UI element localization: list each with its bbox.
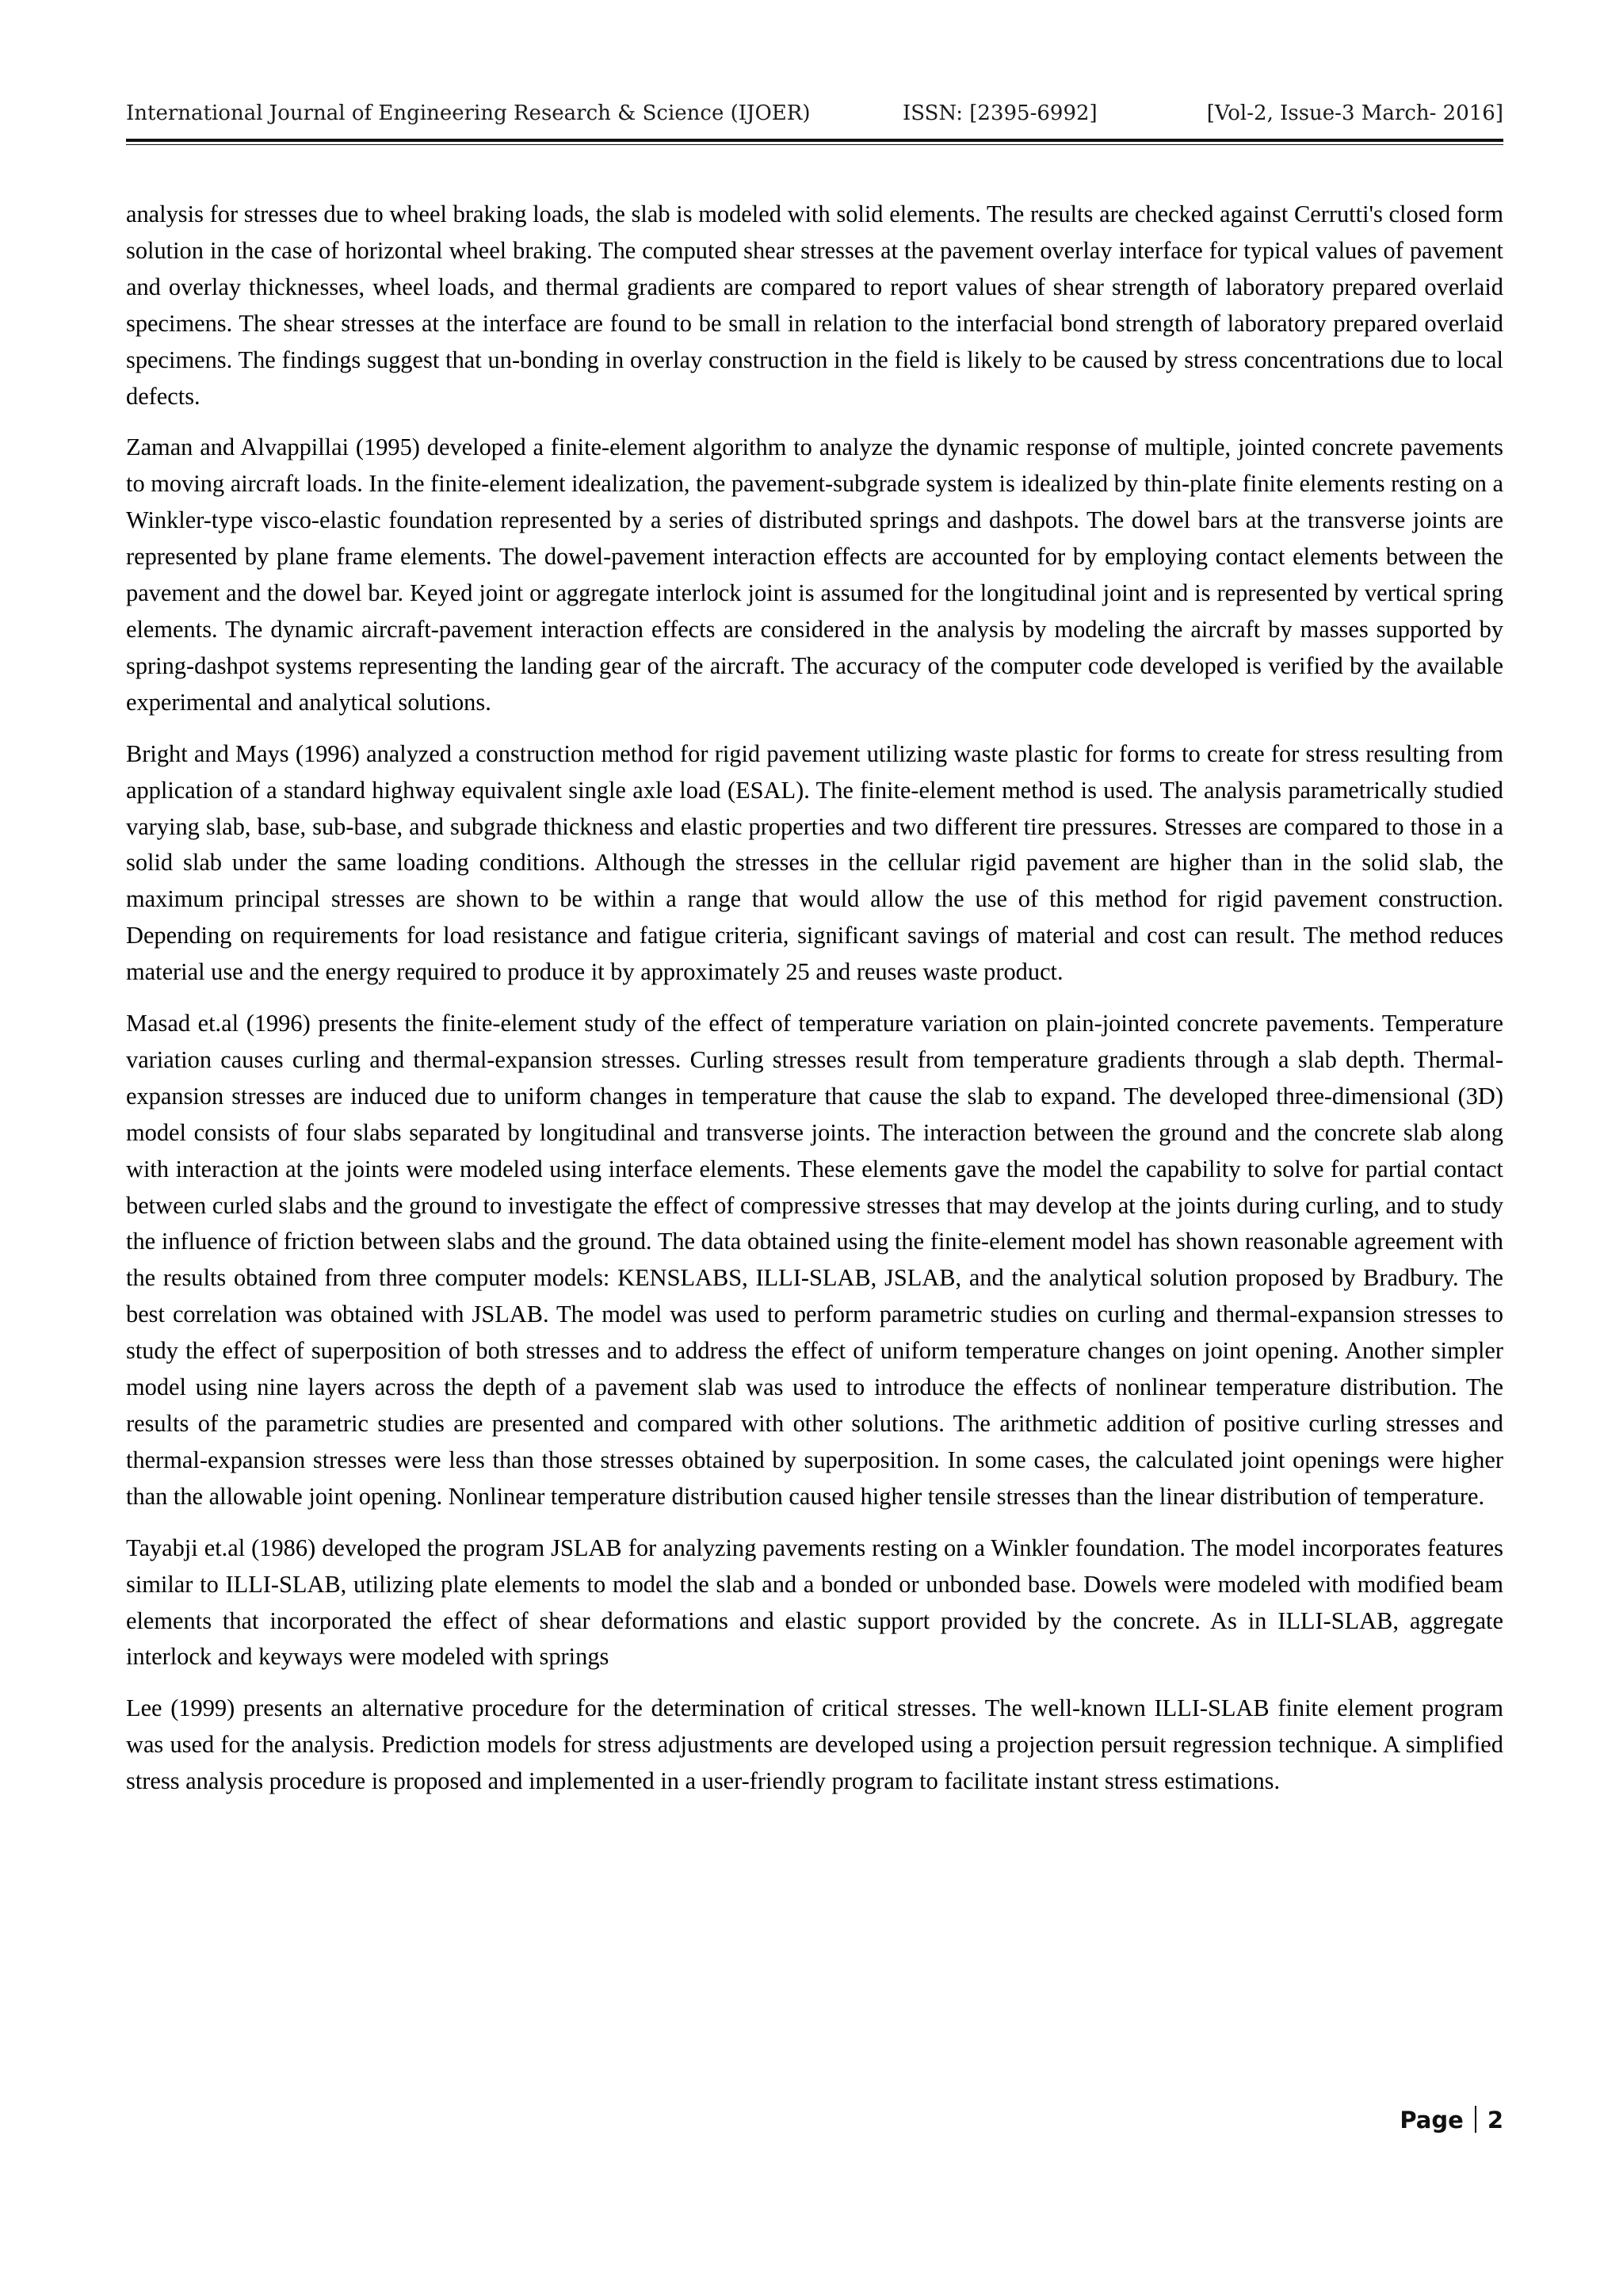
running-header [126, 101, 1503, 133]
paragraph-continuation: analysis for stresses due to wheel braking loads, the slab is modeled with solid elements. The results are checked against Cerrutti's closed form solution in the case of horizontal wheel braking. The computed shear stresses at the pavement overlay interface for typical values of pavement and overlay thicknesses, wheel loads, and thermal gradients are compared to report values of shear strength of laboratory prepared overlaid specimens. The shear stresses at the interface are found to be small in relation to the interfacial bond strength of laboratory prepared overlaid specimens. The findings suggest that un-bonding in overlay construction in the field is likely to be caused by stress concentrations due to local defects. [126, 201, 1503, 410]
volume-issue: [Vol-2, Issue-3 March- 2016] [1206, 101, 1503, 125]
journal-title: International Journal of Engineering Research & Science (IJOER) [126, 101, 811, 125]
footer-separator [1475, 2106, 1476, 2133]
paragraph-lee: Lee (1999) presents an alternative procedure for the determination of critical stresses. The well-known ILLI-SLAB finite element program was used for the analysis. Prediction models for stress adjustments are developed using a projection persuit regression technique. A simplified stress analysis procedure is proposed and implemented in a user-friendly program to facilitate instant stress estimations. [126, 1694, 1503, 1795]
page-footer [1400, 2106, 1503, 2134]
paragraph-tayabji: Tayabji et.al (1986) developed the program JSLAB for analyzing pavements resting on a Winkler foundation. The model incorporates features similar to ILLI-SLAB, utilizing plate elements to model the slab and a bonded or unbonded base. Dowels were modeled with modified beam elements that incorporated the effect of shear deformations and elastic support provided by the concrete. As in ILLI-SLAB, aggregate interlock and keyways were modeled with springs [126, 1534, 1503, 1671]
page-label: Page [1400, 2107, 1464, 2134]
paragraph-masad: Masad et.al (1996) presents the finite-element study of the effect of temperature variation on plain-jointed concrete pavements. Temperature variation causes curling and thermal-expansion stresses. Curling stresses result from temperature gradients through a slab depth. Thermal-expansion stresses are induced due to uniform changes in temperature that cause the slab to expand. The developed three-dimensional (3D) model consists of four slabs separated by longitudinal and transverse joints. The interaction between the ground and the concrete slab along with interaction at the joints were modeled using interface elements. These elements gave the model the capability to solve for partial contact between curled slabs and the ground to investigate the effect of compressive stresses that may develop at the joints during curling, and to study the influence of friction between slabs and the ground. The data obtained using the finite-element model has shown reasonable agreement with the results obtained from three computer models: KENSLABS, ILLI-SLAB, JSLAB, and the analytical solution proposed by Bradbury. The best correlation was obtained with JSLAB. The model was used to perform parametric studies on curling and thermal-expansion stresses to study the effect of superposition of both stresses and to address the effect of uniform temperature changes on joint opening. Another simpler model using nine layers across the depth of a pavement slab was used to introduce the effects of nonlinear temperature distribution. The results of the parametric studies are presented and compared with other solutions. The arithmetic addition of positive curling stresses and thermal-expansion stresses were less than those stresses obtained by superposition. In some cases, the calculated joint openings were higher than the allowable joint opening. Nonlinear temperature distribution caused higher tensile stresses than the linear distribution of temperature. [126, 1010, 1504, 1510]
paragraph-zaman-alvappillai: Zaman and Alvappillai (1995) developed a finite-element algorithm to analyze the dynamic response of multiple, jointed concrete pavements to moving aircraft loads. In the finite-element idealization, the pavement-subgrade system is idealized by thin-plate finite elements resting on a Winkler-type visco-elastic foundation represented by a series of distributed springs and dashpots. The dowel bars at the transverse joints are represented by plane frame elements. The dowel-pavement interaction effects are accounted for by employing contact elements between the pavement and the dowel bar. Keyed joint or aggregate interlock joint is assumed for the longitudinal joint and is represented by vertical spring elements. The dynamic aircraft-pavement interaction effects are considered in the analysis by modeling the aircraft by masses supported by spring-dashpot systems representing the landing gear of the aircraft. The accuracy of the computer code developed is verified by the available experimental and analytical solutions. [126, 434, 1503, 716]
issn-number: ISSN: [2395-6992] [903, 101, 1098, 125]
article-body [126, 197, 1503, 1815]
paragraph-bright-mays: Bright and Mays (1996) analyzed a construction method for rigid pavement utilizing waste plastic for forms to create for stress resulting from application of a standard highway equivalent single axle load (ESAL). The finite-element method is used. The analysis parametrically studied varying slab, base, sub-base, and subgrade thickness and elastic properties and two different tire pressures. Stresses are compared to those in a solid slab under the same loading conditions. Although the stresses in the cellular rigid pavement are higher than in the solid slab, the maximum principal stresses are shown to be within a range that would allow the use of this method for rigid pavement construction. Depending on requirements for load resistance and fatigue criteria, significant savings of material and cost can result. The method reduces material use and the energy required to produce it by approximately 25 and reuses waste product. [126, 739, 1503, 986]
header-divider [126, 139, 1503, 145]
page-number: 2 [1487, 2107, 1503, 2134]
